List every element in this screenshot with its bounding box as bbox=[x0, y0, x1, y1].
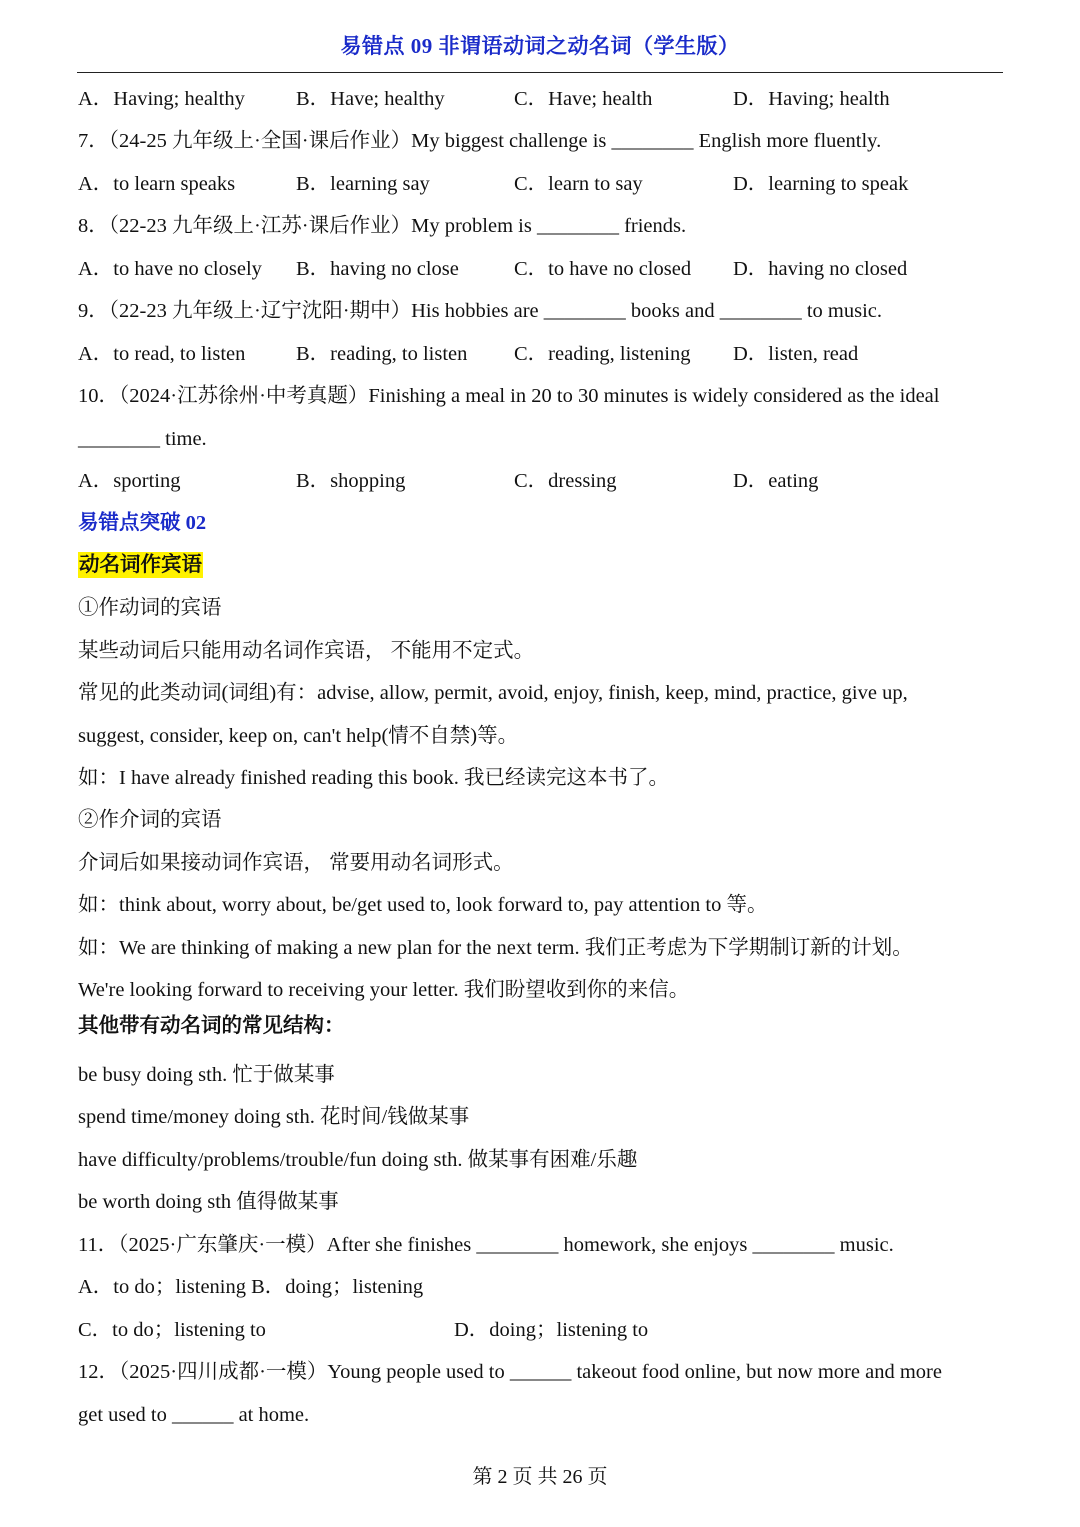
grammar-line: 常见的此类动词(词组)有：advise, allow, permit, avoid, enjoy, finish, keep, mind, practice, give up, bbox=[78, 682, 908, 704]
grammar-line: ②作介词的宾语 bbox=[78, 809, 222, 831]
grammar-line: 如：We are thinking of making a new plan for the next term. 我们正考虑为下学期制订新的计划。 bbox=[78, 937, 913, 959]
q9-option-a: A．to read, to listen bbox=[78, 343, 246, 365]
q9-option-c: C．reading, listening bbox=[514, 343, 691, 365]
page-number: 第 2 页 共 26 页 bbox=[472, 1466, 608, 1488]
page-header-title: 易错点 09 非谓语动词之动名词（学生版） bbox=[340, 34, 740, 58]
grammar-line: We're looking forward to receiving your letter. 我们盼望收到你的来信。 bbox=[78, 979, 690, 1001]
q10-stem-continued: ________ time. bbox=[78, 428, 207, 450]
q11-stem: 11．（2025·广东肇庆·一模）After she finishes ________ homework, she enjoys ________ music. bbox=[78, 1234, 894, 1256]
q10-option-d: D．eating bbox=[733, 470, 819, 492]
q6-option-d: D．Having; health bbox=[733, 88, 890, 110]
q6-option-a: A．Having; healthy bbox=[78, 88, 245, 110]
q7-option-b: B．learning say bbox=[296, 173, 430, 195]
q7-option-c: C．learn to say bbox=[514, 173, 643, 195]
q9-stem: 9．（22-23 九年级上·辽宁沈阳·期中）His hobbies are ________ books and ________ to music. bbox=[78, 300, 882, 322]
header-divider bbox=[77, 72, 1003, 73]
q10-option-b: B．shopping bbox=[296, 470, 406, 492]
q8-option-a: A．to have no closely bbox=[78, 258, 262, 280]
q6-option-c: C．Have; health bbox=[514, 88, 653, 110]
grammar-line: 某些动词后只能用动名词作宾语， 不能用不定式。 bbox=[78, 640, 535, 662]
q11-options-ab: A．to do；listening B．doing；listening bbox=[78, 1276, 424, 1298]
q8-option-b: B．having no close bbox=[296, 258, 459, 280]
grammar-line: suggest, consider, keep on, can't help(情不自禁)等。 bbox=[78, 725, 519, 747]
q12-stem-continued: get used to ______ at home. bbox=[78, 1404, 310, 1426]
q11-option-d: D．doing；listening to bbox=[454, 1319, 649, 1341]
highlighted-topic: 动名词作宾语 bbox=[79, 554, 202, 576]
section-highlight-line bbox=[78, 552, 203, 578]
grammar-line: 介词后如果接动词作宾语， 常要用动名词形式。 bbox=[78, 852, 514, 874]
other-structures-title: 其他带有动名词的常见结构： bbox=[78, 1015, 345, 1037]
section-title: 易错点突破 02 bbox=[78, 512, 207, 534]
q7-option-d: D．learning to speak bbox=[733, 173, 909, 195]
grammar-line: ①作动词的宾语 bbox=[78, 597, 222, 619]
q10-option-c: C．dressing bbox=[514, 470, 617, 492]
q11-option-c: C．to do；listening to bbox=[78, 1319, 266, 1341]
q12-stem: 12．（2025·四川成都·一模）Young people used to ______ takeout food online, but now more and more bbox=[78, 1361, 942, 1383]
q10-option-a: A．sporting bbox=[78, 470, 181, 492]
q8-stem: 8．（22-23 九年级上·江苏·课后作业）My problem is ________ friends. bbox=[78, 215, 687, 237]
structure-item: have difficulty/problems/trouble/fun doing sth. 做某事有困难/乐趣 bbox=[78, 1149, 638, 1171]
q8-option-d: D．having no closed bbox=[733, 258, 908, 280]
q9-option-d: D．listen, read bbox=[733, 343, 859, 365]
structure-item: be worth doing sth 值得做某事 bbox=[78, 1191, 339, 1213]
q8-option-c: C．to have no closed bbox=[514, 258, 692, 280]
structure-item: spend time/money doing sth. 花时间/钱做某事 bbox=[78, 1106, 470, 1128]
grammar-line: 如：I have already finished reading this book. 我已经读完这本书了。 bbox=[78, 767, 669, 789]
q7-option-a: A．to learn speaks bbox=[78, 173, 236, 195]
q9-option-b: B．reading, to listen bbox=[296, 343, 468, 365]
q6-option-b: B．Have; healthy bbox=[296, 88, 445, 110]
q10-stem: 10．（2024·江苏徐州·中考真题）Finishing a meal in 20 to 30 minutes is widely considered as the ideal bbox=[78, 385, 940, 407]
structure-item: be busy doing sth. 忙于做某事 bbox=[78, 1064, 335, 1086]
grammar-line: 如：think about, worry about, be/get used to, look forward to, pay attention to 等。 bbox=[78, 894, 768, 916]
q7-stem: 7．（24-25 九年级上·全国·课后作业）My biggest challenge is ________ English more fluently. bbox=[78, 130, 882, 152]
